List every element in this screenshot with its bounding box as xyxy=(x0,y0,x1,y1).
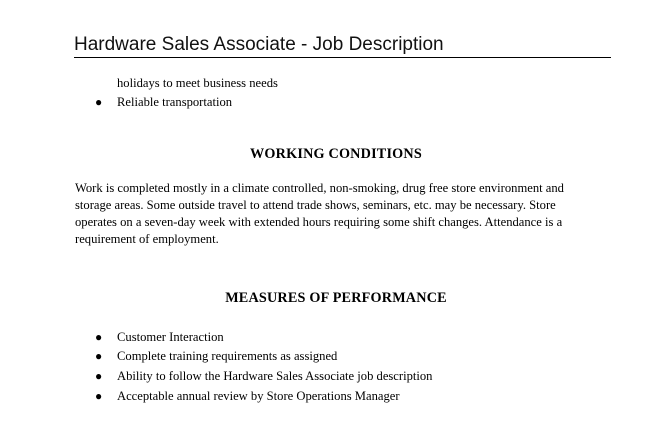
measures-of-performance-heading: MEASURES OF PERFORMANCE xyxy=(225,290,447,306)
list-item-label: Acceptable annual review by Store Operations Manager xyxy=(117,389,400,403)
list-item-label: Complete training requirements as assigned xyxy=(117,349,338,363)
paragraph-line: operates on a seven-day week with extended hours requiring some shift changes. Attendance is a xyxy=(75,215,563,229)
paragraph-line: Work is completed mostly in a climate controlled, non-smoking, drug free store environment and xyxy=(75,181,564,195)
bullet-icon: ● xyxy=(95,349,103,363)
list-item xyxy=(95,348,338,365)
bullet-icon: ● xyxy=(95,389,103,403)
bullet-icon: ● xyxy=(95,95,103,109)
bullet-icon: ● xyxy=(95,330,103,344)
working-conditions-heading: WORKING CONDITIONS xyxy=(250,146,422,162)
bullet-icon: ● xyxy=(95,369,103,383)
list-item-label: Reliable transportation xyxy=(117,95,233,109)
list-item xyxy=(95,94,233,111)
paragraph-line: requirement of employment. xyxy=(75,232,219,246)
continued-line: holidays to meet business needs xyxy=(117,76,278,90)
list-item xyxy=(95,368,433,385)
list-item-label: Ability to follow the Hardware Sales Associate job description xyxy=(117,369,433,383)
list-item xyxy=(95,329,224,346)
working-conditions-paragraph xyxy=(75,180,611,248)
list-item-label: Customer Interaction xyxy=(117,330,224,344)
document-title: Hardware Sales Associate - Job Description xyxy=(74,34,611,58)
paragraph-line: storage areas. Some outside travel to attend trade shows, seminars, etc. may be necessary. Store xyxy=(75,198,556,212)
list-item xyxy=(95,388,400,405)
